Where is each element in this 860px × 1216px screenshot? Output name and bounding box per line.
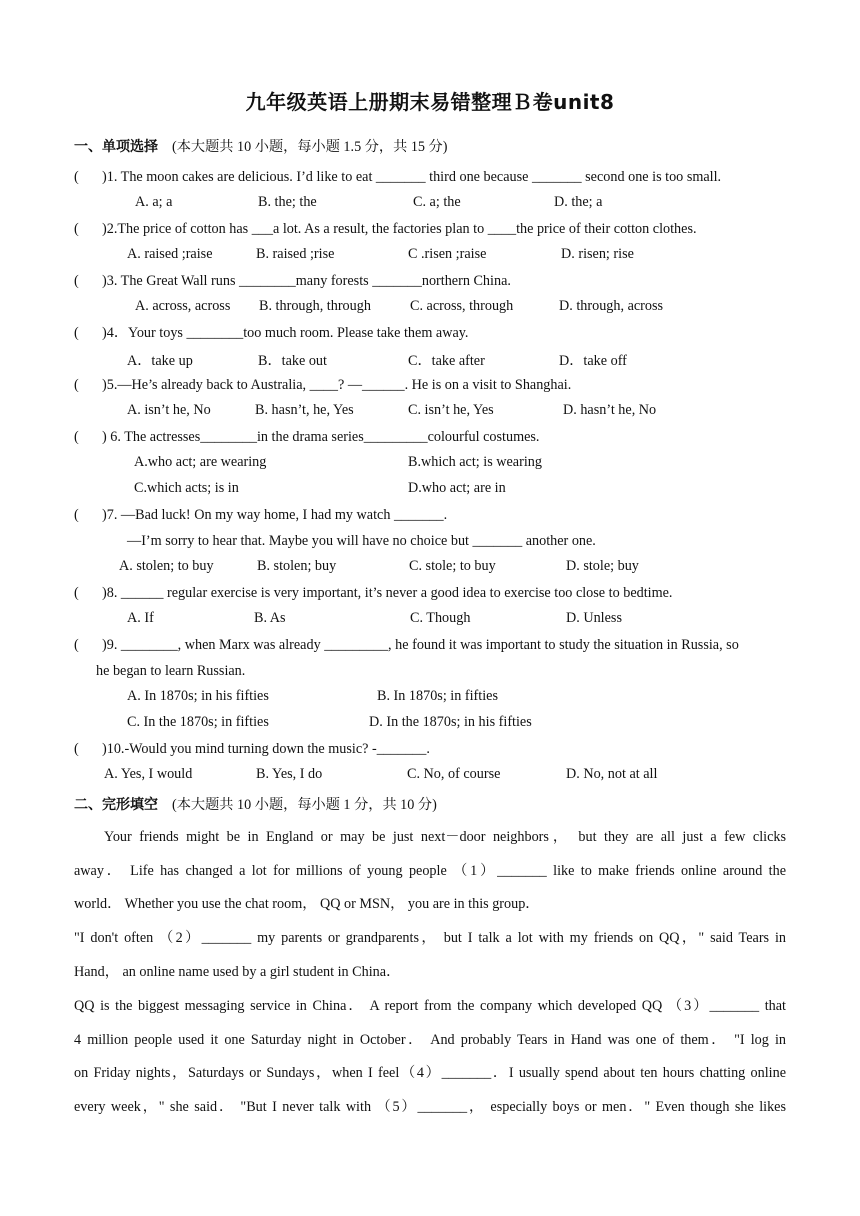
question-text: )10.-Would you mind turning down the music? -_______. [102,741,430,757]
option-c: C .risen ;raise [408,246,487,262]
option-b: B. stolen; buy [257,558,337,574]
answer-bracket: ( [74,741,79,757]
answer-bracket: ( [74,169,79,185]
question-text: )4．Your toys ________too much room. Please take them away. [102,325,469,341]
passage-line: QQ is the biggest messaging service in China． A report from the company which developed QQ （3）_______ that [74,998,786,1014]
answer-bracket: ( [74,273,79,289]
passage-line: away． Life has changed a lot for millions of young people （1）_______ like to make friends online around the [74,863,786,879]
section-note: (本大题共 10 小题，每小题 1.5 分，共 15 分) [172,139,448,155]
option-a: A. across, across [135,298,231,314]
option-c: C. isn’t he, Yes [408,402,494,418]
option-b: B. through, through [259,298,371,314]
option-b: B.which act; is wearing [408,454,542,470]
option-b: B. hasn’t, he, Yes [255,402,354,418]
answer-bracket: ( [74,325,79,341]
option-a: A. isn’t he, No [127,402,211,418]
option-d: D. risen; rise [561,246,634,262]
answer-bracket: ( [74,507,79,523]
section-heading-text: 二、完形填空 [74,797,158,813]
option-c: C. a; the [413,194,461,210]
section-note: (本大题共 10 小题，每小题 1 分，共 10 分) [172,797,437,813]
answer-bracket: ( [74,377,79,393]
option-d: D. hasn’t he, No [563,402,657,418]
option-d: D. Unless [566,610,622,626]
answer-bracket: ( [74,585,79,601]
option-b: B. As [254,610,286,626]
answer-bracket: ( [74,221,79,237]
question-text: )5.—He’s already back to Australia, ____? —______. He is on a visit to Shanghai. [102,377,572,393]
passage-line: every week，" she said． "But I never talk with （5）_______， especially boys or men．" Even though she likes [74,1099,786,1115]
question-text: ) 6. The actresses________in the drama series_________colourful costumes. [102,429,540,445]
option-c: C. stole; to buy [409,558,496,574]
option-c: C.which acts; is in [134,480,239,496]
option-c: C. No, of course [407,766,501,782]
section-heading-cloze [74,794,437,814]
question-text: )3. The Great Wall runs ________many forests _______northern China. [102,273,511,289]
option-b: B. In 1870s; in fifties [377,688,498,704]
question-text: )8. ______ regular exercise is very important, it’s never a good idea to exercise too close to bedtime. [102,585,673,601]
option-d: D. No, not at all [566,766,658,782]
answer-bracket: ( [74,429,79,445]
option-d: D. In the 1870s; in his fifties [369,714,532,730]
option-a: A．take up [127,353,193,369]
option-d: D.who act; are in [408,480,506,496]
option-a: A. stolen; to buy [119,558,214,574]
section-heading-text: 一、单项选择 [74,139,158,155]
option-d: D. stole; buy [566,558,639,574]
option-b: B. the; the [258,194,317,210]
option-a: A. Yes, I would [104,766,193,782]
option-b: B．take out [258,353,327,369]
passage-line: 4 million people used it one Saturday night in October． And probably Tears in Hand was one of them． "I log in [74,1032,786,1048]
option-c: C. across, through [410,298,514,314]
option-a: A. raised ;raise [127,246,213,262]
section-heading-multiple-choice [74,136,447,156]
option-b: B. Yes, I do [256,766,323,782]
option-a: A. In 1870s; in his fifties [127,688,269,704]
question-text-continued: he began to learn Russian. [96,663,246,679]
option-a: A. If [127,610,154,626]
option-c: C. Though [410,610,471,626]
passage-line: Your friends might be in England or may be just next－door neighbors， but they are all just a few clicks [104,829,786,845]
question-text: )7. —Bad luck! On my way home, I had my watch _______. [102,507,448,523]
option-d: D. the; a [554,194,603,210]
question-text: )9. ________, when Marx was already _________, he found it was important to study the situation in Russia, so [102,637,739,653]
question-text-continued: —I’m sorry to hear that. Maybe you will have no choice but _______ another one. [127,533,596,549]
question-text: )1. The moon cakes are delicious. I’d like to eat _______ third one because _______ second one is too small. [102,169,722,185]
page-title: 九年级英语上册期末易错整理Ｂ卷unit8 [245,90,615,114]
answer-bracket: ( [74,637,79,653]
passage-line: Hand， an online name used by a girl student in China． [74,964,401,980]
option-c: C．take after [408,353,485,369]
option-b: B. raised ;rise [256,246,335,262]
option-d: D．take off [559,353,627,369]
option-a: A. a; a [135,194,173,210]
passage-line: world． Whether you use the chat room， QQ or MSN， you are in this group． [74,896,540,912]
option-c: C. In the 1870s; in fifties [127,714,269,730]
option-d: D. through, across [559,298,664,314]
passage-line: on Friday nights，Saturdays or Sundays，when I feel（4）_______．I usually spend about ten hours chatting online [74,1065,786,1081]
question-text: )2.The price of cotton has ___a lot. As a result, the factories plan to ____the price of their cotton clothes. [102,221,697,237]
passage-line: "I don't often （2）_______ my parents or grandparents， but I talk a lot with my friends on QQ，" said Tears in [74,930,786,946]
option-a: A.who act; are wearing [134,454,267,470]
